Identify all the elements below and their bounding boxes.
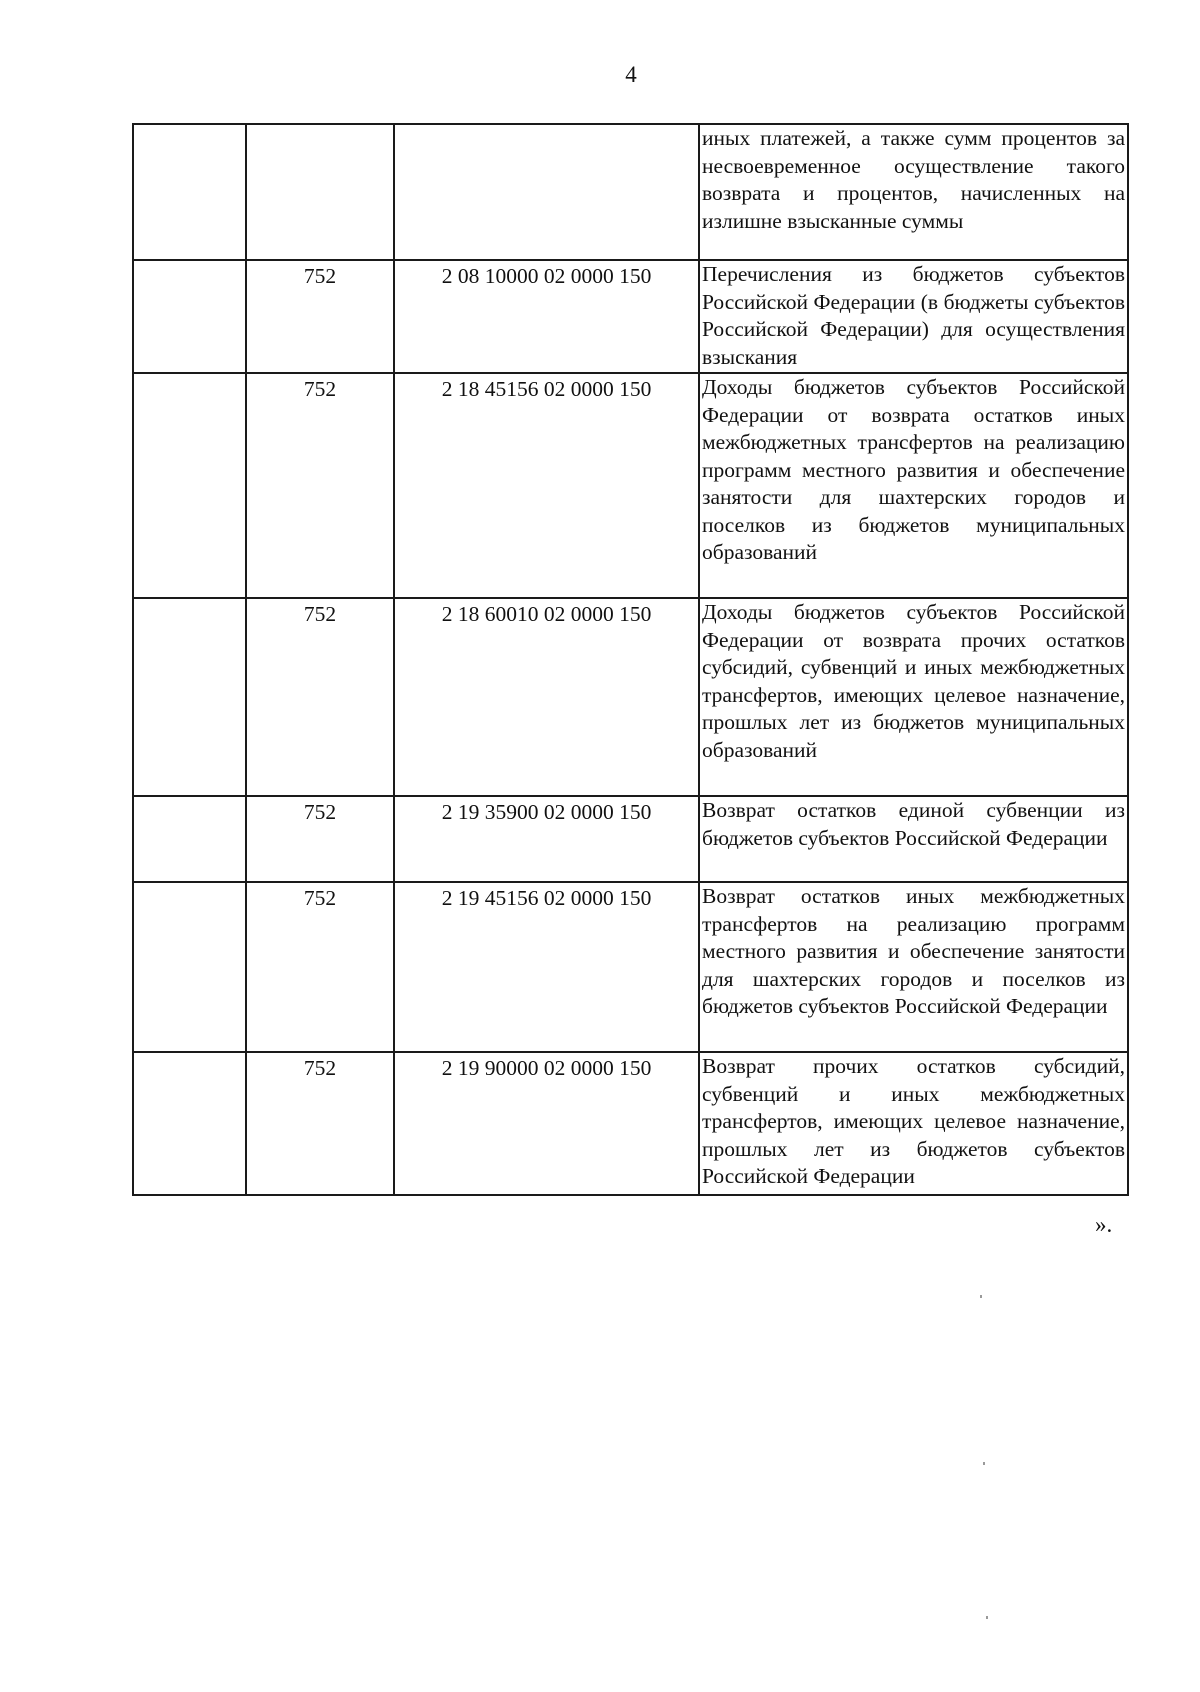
table-row	[133, 796, 1128, 882]
empty-cell	[133, 882, 246, 1052]
income-code-cell: 2 19 90000 02 0000 150	[394, 1052, 699, 1195]
admin-code-cell: 752	[246, 796, 394, 882]
income-name-cell: Перечисления из бюджетов субъектов Российской Федерации (в бюджеты субъектов Российской Федерации) для осуществления взыскания	[699, 260, 1128, 373]
page-number: 4	[625, 62, 637, 87]
scan-speck	[983, 1462, 985, 1465]
table-row	[133, 124, 1128, 260]
empty-cell	[133, 260, 246, 373]
table-row	[133, 1052, 1128, 1195]
empty-cell	[133, 796, 246, 882]
table-row	[133, 882, 1128, 1052]
income-code-cell: 2 08 10000 02 0000 150	[394, 260, 699, 373]
scan-speck	[986, 1616, 988, 1619]
income-name-cell: иных платежей, а также сумм процентов за несвоевременное осуществление такого возврата и процентов, начисленных на излишне взысканные суммы	[699, 124, 1128, 260]
admin-code-cell: 752	[246, 598, 394, 796]
admin-code-cell: 752	[246, 1052, 394, 1195]
admin-code-cell	[246, 124, 394, 260]
income-name-cell: Доходы бюджетов субъектов Российской Федерации от возврата остатков иных межбюджетных трансфертов на реализацию программ местного развития и обеспечение занятости для шахтерских городов и поселков из бюджетов муниципальных образований	[699, 373, 1128, 598]
empty-cell	[133, 1052, 246, 1195]
income-name-cell: Возврат прочих остатков субсидий, субвенций и иных межбюджетных трансфертов, имеющих целевое назначение, прошлых лет из бюджетов субъектов Российской Федерации	[699, 1052, 1128, 1195]
table-row	[133, 373, 1128, 598]
empty-cell	[133, 124, 246, 260]
budget-revenue-table	[132, 123, 1129, 1196]
income-name-cell: Возврат остатков иных межбюджетных трансфертов на реализацию программ местного развития и обеспечение занятости для шахтерских городов и поселков из бюджетов субъектов Российской Федерации	[699, 882, 1128, 1052]
income-code-cell: 2 18 60010 02 0000 150	[394, 598, 699, 796]
income-code-cell: 2 19 35900 02 0000 150	[394, 796, 699, 882]
admin-code-cell: 752	[246, 882, 394, 1052]
table-row	[133, 260, 1128, 373]
income-code-cell	[394, 124, 699, 260]
table-row	[133, 598, 1128, 796]
income-name-cell: Доходы бюджетов субъектов Российской Федерации от возврата прочих остатков субсидий, субвенций и иных межбюджетных трансфертов, имеющих целевое назначение, прошлых лет из бюджетов муниципальных образований	[699, 598, 1128, 796]
empty-cell	[133, 598, 246, 796]
admin-code-cell: 752	[246, 260, 394, 373]
closing-quote-mark: ».	[1095, 1212, 1113, 1237]
income-name-cell: Возврат остатков единой субвенции из бюджетов субъектов Российской Федерации	[699, 796, 1128, 882]
empty-cell	[133, 373, 246, 598]
income-code-cell: 2 19 45156 02 0000 150	[394, 882, 699, 1052]
income-code-cell: 2 18 45156 02 0000 150	[394, 373, 699, 598]
scan-speck	[980, 1295, 982, 1298]
admin-code-cell: 752	[246, 373, 394, 598]
